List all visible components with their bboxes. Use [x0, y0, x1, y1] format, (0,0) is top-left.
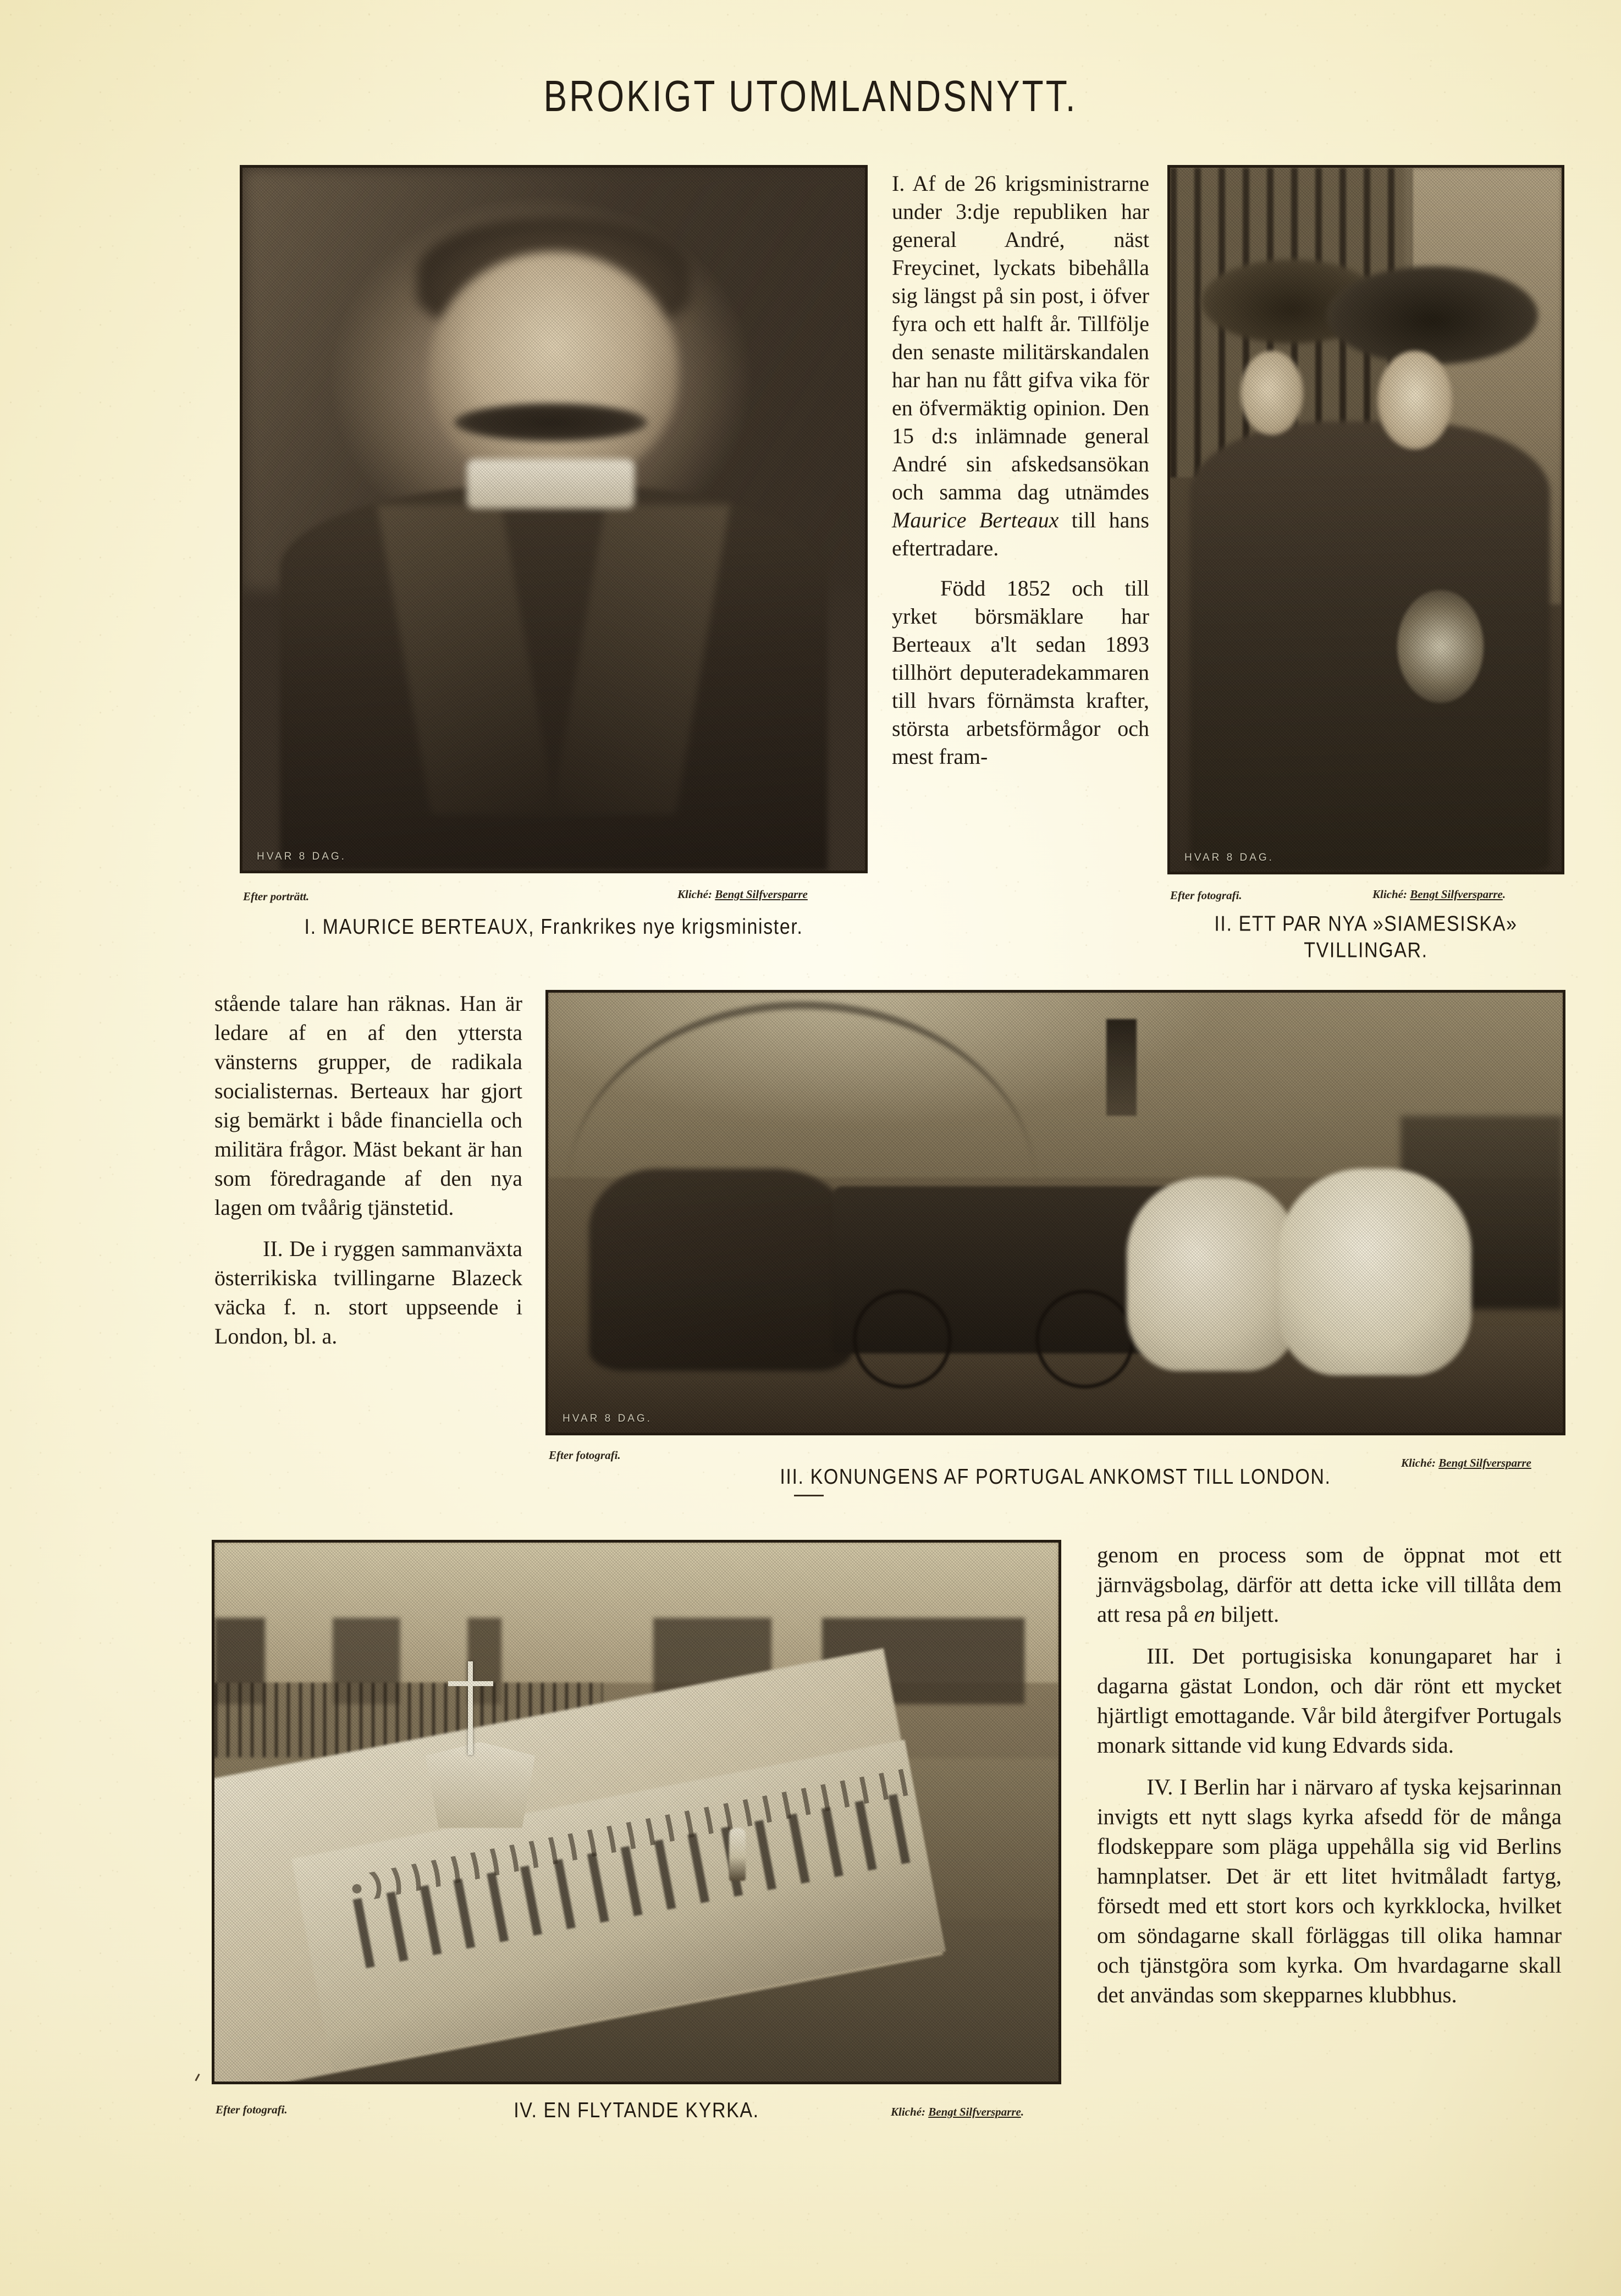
- photo-maurice-berteaux: [240, 165, 868, 873]
- person-name-berteaux: Maurice Berteaux: [892, 508, 1059, 532]
- figure-caption-1: I. MAURICE BERTEAUX, Frankrikes nye krigsminister.: [304, 915, 803, 939]
- photo-floating-church: [212, 1540, 1061, 2084]
- credit-kliche-4: Kliché: Bengt Silfversparre.: [891, 2105, 1024, 2118]
- paragraph-article-1-end: stående talare han räknas. Han är ledare af en af den yttersta vänsterns grupper, de radikala socialisternas. Berteaux har gjort sig bemärkt i både financiella och militära frågor. Mäst bekant är han som föredragande af den nya lagen om tvåårig tjänstetid.: [214, 991, 522, 1220]
- text-column-left-lower: [214, 989, 522, 1351]
- credit-source-1: Efter porträtt.: [243, 890, 310, 903]
- paragraph-article-3: III. Det portugisiska konungaparet har i dagarna gästat London, och där rönt ett mycket hjärtligt emottagande. Vår bild återgifver Portugals monark sittande vid kung Edvards sida.: [1097, 1643, 1562, 1758]
- credit-source-4: Efter fotografi.: [216, 2103, 288, 2116]
- figure-caption-2-line1: II. ETT PAR NYA »SIAMESISKA»: [1214, 912, 1518, 936]
- emphasis-en: en: [1194, 1601, 1216, 1627]
- photo-face-left: [1240, 351, 1303, 436]
- figure-caption-4: IV. EN FLYTANDE KYRKA.: [514, 2099, 759, 2123]
- photo-watermark: HVAR 8 DAG.: [563, 1413, 652, 1424]
- kliche-name-1: Bengt Silfversparre: [715, 888, 808, 901]
- photo-cross: [468, 1661, 473, 1755]
- photo-station-lamp: [1106, 1019, 1137, 1116]
- para-1-part-a: I. Af de 26 krigsministrarne under 3:dje republiken har general André, näst Freycinet, lyckats bibehålla sig längst på sin post, i öfver fyra och ett halft år. Tillfölje den senaste militärskandalen har han nu fått gifva vika för en öfvermäktig opinion. Den 15 d:s inlämnade general André sin afskedsansökan och samma dag utnämdes: [892, 171, 1149, 504]
- kliche-name-3: Bengt Silfversparre: [1438, 1456, 1531, 1469]
- paragraph-article-2-end: [1097, 1540, 1562, 1629]
- para-1-part-b: till hans eftertradare.: [892, 508, 1149, 560]
- photo-moustache: [454, 403, 647, 442]
- photo-coats: [1190, 421, 1550, 872]
- photo-white-horse-2: [1278, 1169, 1471, 1375]
- kliche-name-2: Bengt Silfversparre: [1410, 888, 1503, 901]
- photo-portugal-king-arrival: [545, 990, 1565, 1435]
- figure-caption-2-line2: TVILLINGAR.: [1304, 938, 1428, 962]
- credit-source-3: Efter fotografi.: [549, 1449, 621, 1462]
- section-divider-rule: [794, 1495, 824, 1496]
- photo-siamese-twins: [1167, 165, 1564, 874]
- figure-caption-3: III. KONUNGENS AF PORTUGAL ANKOMST TILL LONDON.: [780, 1465, 1331, 1489]
- kliche-label-4: Kliché:: [891, 2105, 929, 2118]
- page-title: BROKIGT UTOMLANDSNYTT.: [543, 71, 1078, 121]
- photo-hat-right: [1327, 266, 1538, 365]
- photo-mounted-escort: [589, 1169, 853, 1371]
- figure-caption-2: [1155, 911, 1577, 963]
- photo-belfry: [426, 1742, 536, 1829]
- kliche-label-1: Kliché:: [677, 888, 715, 901]
- credit-kliche-2: Kliché: Bengt Silfversparre.: [1372, 888, 1506, 901]
- paragraph-article-1-cont: Född 1852 och till yrket börsmäklare har Berteaux a'lt sedan 1893 tillhört deputeradekammaren till hvars förnämsta krafter, största arbetsförmågor och mest fram-: [892, 576, 1149, 769]
- photo-face-right: [1377, 351, 1452, 449]
- photo-watermark: HVAR 8 DAG.: [1184, 852, 1274, 863]
- paragraph-article-1: [892, 169, 1149, 562]
- photo-face: [429, 252, 679, 484]
- edge-tick-mark: [195, 2074, 200, 2082]
- photo-bouquet: [1397, 590, 1484, 703]
- text-column-right-lower: [1097, 1540, 1562, 2009]
- paragraph-article-2: II. De i ryggen sammanväxta österrikiska tvillingarne Blazeck väcka f. n. stort uppseende i London, bl. a.: [214, 1236, 522, 1348]
- photo-white-horse-1: [1127, 1177, 1299, 1371]
- text-column-center: [892, 169, 1149, 770]
- photo-watermark: HVAR 8 DAG.: [257, 851, 346, 862]
- photo-carriage-wheel-front: [853, 1290, 952, 1389]
- kliche-name-4: Bengt Silfversparre: [928, 2105, 1021, 2118]
- para-r1-part-b: biljett.: [1215, 1601, 1280, 1627]
- credit-source-2: Efter fotografi.: [1170, 889, 1242, 902]
- para-r1-part-a: genom en process som de öppnat mot ett järnvägsbolag, därför att detta icke vill tillåta dem att resa på: [1097, 1542, 1562, 1627]
- photo-person-on-deck: [729, 1828, 746, 1881]
- paragraph-article-4: IV. I Berlin har i närvaro af tyska kejsarinnan invigts ett nytt slags kyrka afsedd för de många flodskeppare som pläga uppehålla sig vid Berlins hamnplatser. Det är ett litet hvitmåladt fartyg, försedt med ett stort kors och kyrkklocka, hvilket om söndagarne skall förläggas till olika hamnar och tjänstgöra som kyrka. Om hvardagarne skall det användas som skepparnes klubbhus.: [1097, 1774, 1562, 2007]
- credit-kliche-1: [677, 888, 808, 901]
- photo-collar: [467, 459, 635, 508]
- photo-carriage-wheel-rear: [1035, 1290, 1134, 1389]
- kliche-label-3: Kliché:: [1401, 1456, 1439, 1469]
- kliche-label-2: Kliché:: [1372, 888, 1410, 901]
